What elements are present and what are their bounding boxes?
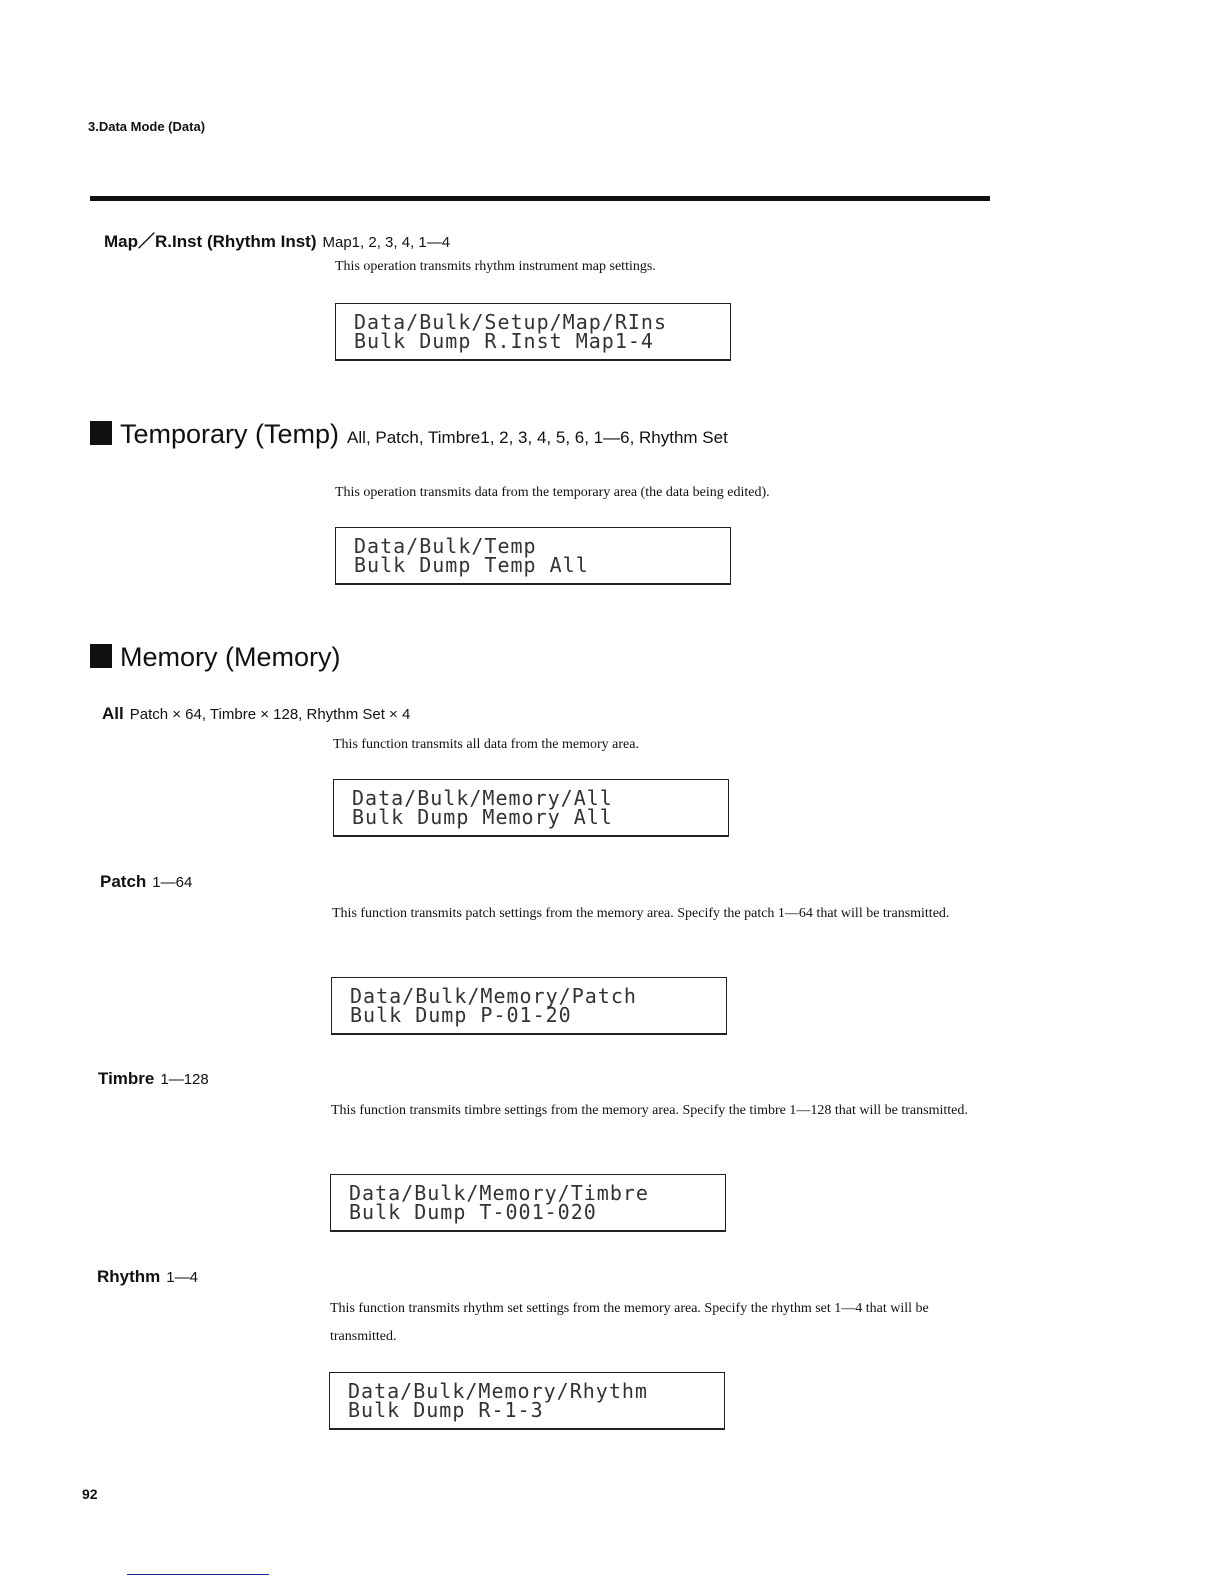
header-rule [90, 196, 990, 201]
lcd-line-2: Bulk Dump Temp All [354, 553, 589, 577]
lcd-display-rhythm [329, 1372, 725, 1430]
lcd-line-1: Data/Bulk/Memory/Patch [350, 984, 637, 1008]
lcd-line-2: Bulk Dump T-001-020 [349, 1200, 597, 1224]
rhythm-title: Rhythm [97, 1267, 161, 1286]
lcd-display-timbre [330, 1174, 726, 1232]
patch-range: 1—64 [152, 874, 193, 891]
timbre-range: 1—128 [160, 1071, 209, 1088]
rhythm-heading [97, 1267, 198, 1287]
page-number: 92 [82, 1486, 98, 1502]
section-bullet-icon [90, 421, 112, 445]
temp-title: Temporary (Temp) [120, 419, 340, 449]
all-title: All [102, 704, 124, 723]
memory-title: Memory (Memory) [120, 642, 341, 672]
section-bullet-icon [90, 644, 112, 668]
lcd-line-1: Data/Bulk/Memory/Rhythm [348, 1379, 648, 1403]
timbre-heading [98, 1069, 209, 1089]
lcd-display-map [335, 303, 731, 361]
map-heading [104, 227, 450, 252]
lcd-line-1: Data/Bulk/Temp [354, 534, 537, 558]
lcd-display-temp [335, 527, 731, 585]
temp-heading [90, 419, 728, 450]
all-description: This function transmits all data from the memory area. [333, 737, 639, 752]
patch-heading [100, 872, 192, 892]
rhythm-description: This function transmits rhythm set settings from the memory area. Specify the rhythm set 1—4 that will be transmitted. [330, 1301, 929, 1344]
lcd-display-all [333, 779, 729, 837]
lcd-line-1: Data/Bulk/Memory/Timbre [349, 1181, 649, 1205]
temp-description: This operation transmits data from the temporary area (the data being edited). [335, 485, 770, 500]
memory-heading [90, 642, 341, 673]
map-range: Map1, 2, 3, 4, 1—4 [322, 234, 451, 251]
all-range: Patch × 64, Timbre × 128, Rhythm Set × 4 [129, 706, 411, 723]
lcd-line-2: Bulk Dump Memory All [352, 805, 613, 829]
temp-range: All, Patch, Timbre1, 2, 3, 4, 5, 6, 1—6, Rhythm Set [347, 428, 728, 447]
lcd-line-2: Bulk Dump R.Inst Map1-4 [354, 329, 654, 353]
lcd-line-1: Data/Bulk/Setup/Map/RIns [354, 310, 667, 334]
rhythm-range: 1—4 [166, 1269, 198, 1286]
patch-title: Patch [100, 872, 147, 891]
map-description: This operation transmits rhythm instrument map settings. [335, 259, 656, 274]
lcd-line-1: Data/Bulk/Memory/All [352, 786, 613, 810]
running-header: 3.Data Mode (Data) [88, 119, 206, 134]
lcd-line-2: Bulk Dump R-1-3 [348, 1398, 544, 1422]
all-heading [102, 704, 410, 724]
patch-description: This function transmits patch settings from the memory area. Specify the patch 1—64 that will be transmitted. [332, 906, 950, 921]
lcd-line-2: Bulk Dump P-01-20 [350, 1003, 572, 1027]
lcd-display-patch [331, 977, 727, 1035]
timbre-title: Timbre [98, 1069, 155, 1088]
scan-edge-line [127, 1574, 269, 1575]
map-title: Map／R.Inst (Rhythm Inst) [104, 232, 317, 251]
timbre-description: This function transmits timbre settings from the memory area. Specify the timbre 1—128 that will be transmitted. [331, 1103, 968, 1118]
